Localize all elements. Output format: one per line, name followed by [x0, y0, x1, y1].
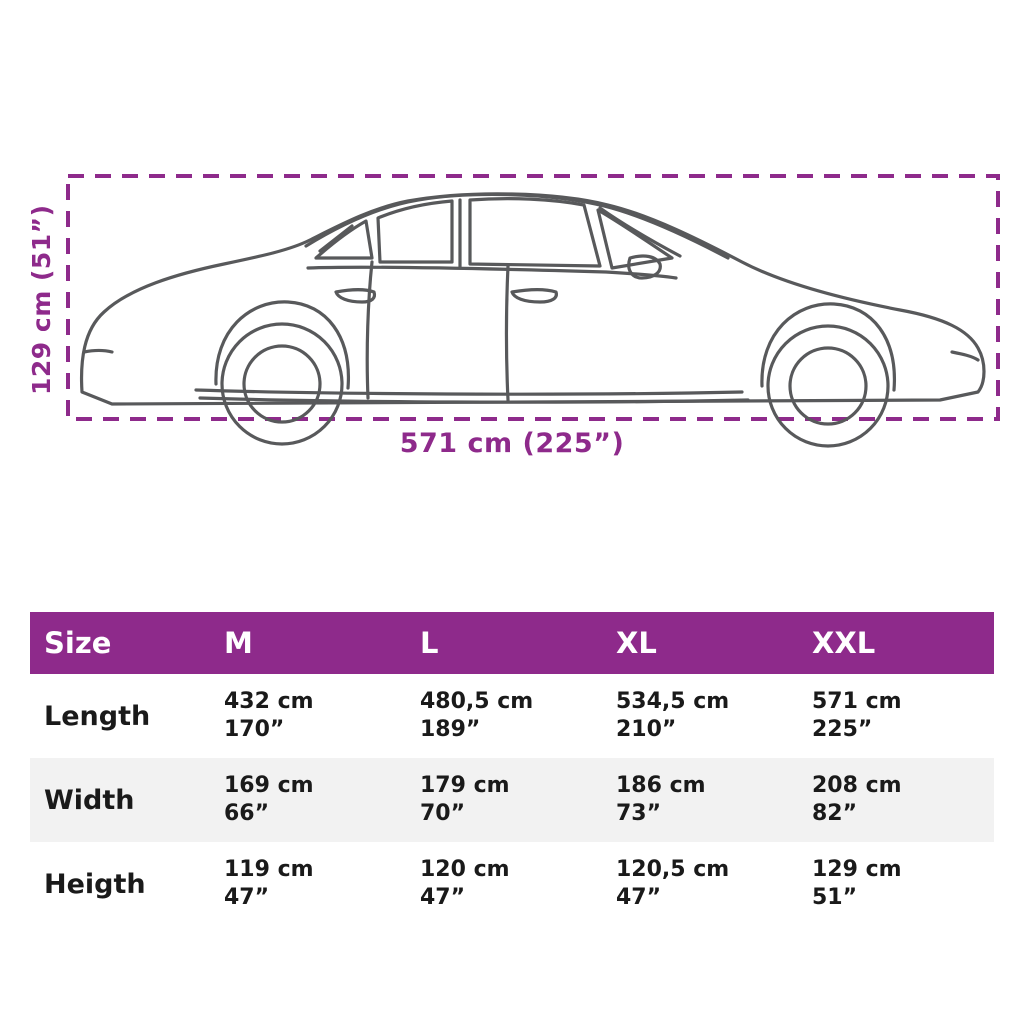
- rear-door-window: [378, 201, 452, 262]
- size-table: [30, 612, 994, 926]
- cell-value-inch: 51”: [812, 885, 858, 910]
- cell-width-xxl: [798, 758, 994, 842]
- cell-length-l: [406, 674, 602, 758]
- table-row: [30, 758, 994, 842]
- col-header-l: L: [406, 612, 602, 674]
- cell-width-m: [210, 758, 406, 842]
- col-header-size: Size: [30, 612, 210, 674]
- height-dimension-label: 129 cm (51”): [27, 204, 56, 396]
- rear-wheel-outer: [222, 324, 342, 444]
- table-header-row: [30, 612, 994, 674]
- cell-value-cm: 186 cm: [616, 772, 706, 798]
- table-row: [30, 674, 994, 758]
- cell-value-cm: 169 cm: [224, 772, 314, 798]
- rear-bumper: [84, 351, 112, 353]
- cell-value-inch: 47”: [420, 885, 466, 910]
- cell-value-cm: 129 cm: [812, 856, 902, 882]
- length-dimension-label: 571 cm (225”): [399, 428, 625, 459]
- cell-value-inch: 47”: [616, 885, 662, 910]
- cell-value-inch: 66”: [224, 801, 270, 826]
- cell-length-xxl: [798, 674, 994, 758]
- cell-value-inch: 70”: [420, 801, 466, 826]
- cell-value-inch: 47”: [224, 885, 270, 910]
- cell-width-xl: [602, 758, 798, 842]
- cell-length-xl: [602, 674, 798, 758]
- col-header-m: M: [210, 612, 406, 674]
- cell-value-inch: 82”: [812, 801, 858, 826]
- cell-value-inch: 210”: [616, 717, 677, 742]
- size-table-header: [30, 612, 994, 674]
- cell-height-l: [406, 842, 602, 926]
- front-wheel-inner: [790, 348, 866, 424]
- rocker-panel: [196, 390, 742, 394]
- front-door-handle: [512, 290, 556, 302]
- cell-value-cm: 534,5 cm: [616, 688, 730, 714]
- rear-door-seam: [367, 262, 372, 398]
- cell-value-inch: 73”: [616, 801, 662, 826]
- cell-value-cm: 432 cm: [224, 688, 314, 714]
- cell-height-xl: [602, 842, 798, 926]
- col-header-xl: XL: [602, 612, 798, 674]
- cell-value-inch: 225”: [812, 717, 873, 742]
- cell-value-inch: 170”: [224, 717, 285, 742]
- cell-value-cm: 120,5 cm: [616, 856, 730, 882]
- front-bumper: [952, 352, 978, 360]
- front-door-seam: [507, 266, 509, 400]
- col-header-xxl: XXL: [798, 612, 994, 674]
- row-label-length: Length: [44, 700, 151, 732]
- bounding-box-dashed: [68, 176, 998, 419]
- cell-value-cm: 120 cm: [420, 856, 510, 882]
- cell-height-xxl: [798, 842, 994, 926]
- row-label-height: Heigth: [44, 868, 146, 900]
- table-row: [30, 842, 994, 926]
- cell-height-m: [210, 842, 406, 926]
- cell-value-cm: 480,5 cm: [420, 688, 534, 714]
- rear-wheel-inner: [244, 346, 320, 422]
- rocker-panel-lower: [200, 398, 748, 402]
- cell-value-inch: 189”: [420, 717, 481, 742]
- belt-line: [308, 267, 676, 278]
- cell-length-m: [210, 674, 406, 758]
- front-door-window: [470, 199, 600, 266]
- cell-value-cm: 179 cm: [420, 772, 510, 798]
- cell-value-cm: 208 cm: [812, 772, 902, 798]
- cell-value-cm: 571 cm: [812, 688, 902, 714]
- row-label-width: Width: [44, 784, 135, 816]
- cell-value-cm: 119 cm: [224, 856, 314, 882]
- cell-width-l: [406, 758, 602, 842]
- size-table-body: [30, 674, 994, 926]
- windshield-glass: [598, 210, 672, 268]
